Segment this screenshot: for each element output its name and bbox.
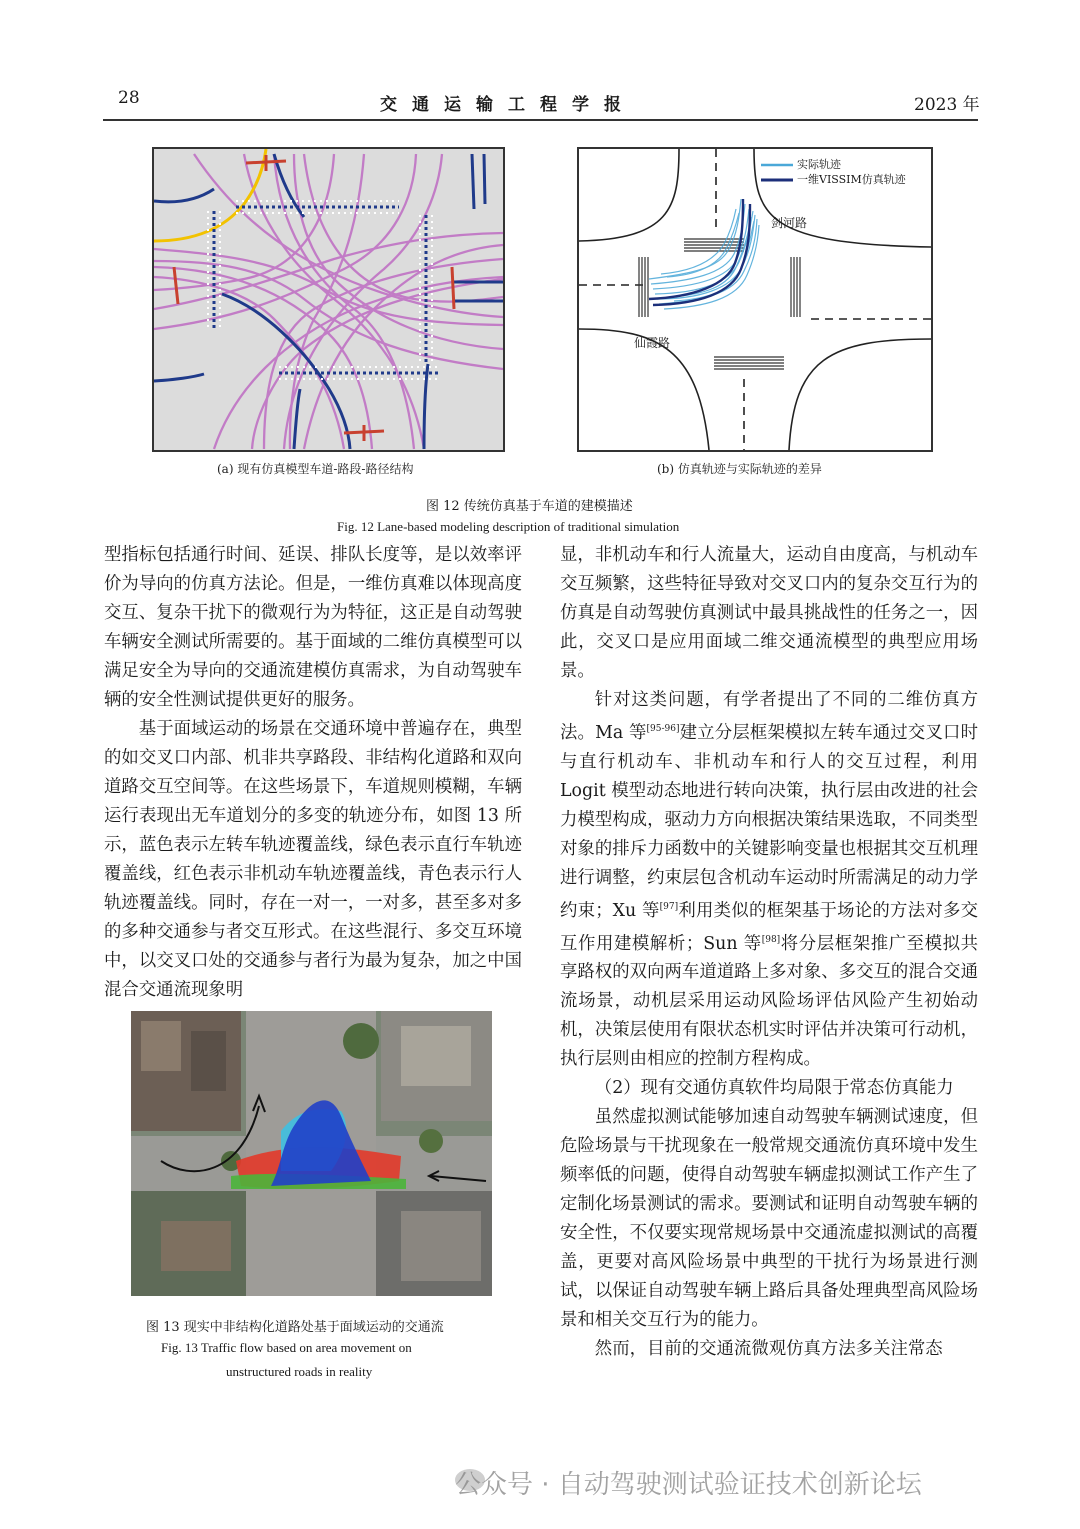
citation-97: [97]	[659, 901, 679, 912]
journal-title: 交通运输工程学报	[380, 95, 636, 115]
road-label-xianxia: 仙霞路	[634, 336, 671, 350]
left-column-text	[104, 541, 522, 1005]
left-paragraph-1: 型指标包括通行时间、延误、排队长度等，是以效率评价为导向的仿真方法论。但是，一维仿真难以体现高度交互、复杂干扰下的微观行为为特征，这正是自动驾驶车辆安全测试所需要的。基于面域的二维仿真模型可以满足安全为导向的交通流建模仿真需求，为自动驾驶车辆的安全性测试提供更好的服务。	[104, 545, 522, 710]
left-paragraph-2: 基于面域运动的场景在交通环境中普遍存在，典型的如交叉口内部、机非共享路段、非结构化道路和双向道路交互空间等。在这些场景下，车道规则模糊，车辆运行表现出无车道划分的多变的轨迹分布，如图 13 所示，蓝色表示左转车轨迹覆盖线，绿色表示直行车轨迹覆盖线，红色表示非机动车轨迹覆盖线，青色表示行人轨迹覆盖线。同时，存在一对一，一对多，甚至多对多的多种交通参与者交互形式。在这些混行、多交互环境中，以交叉口处的交通参与者行为最为复杂，加之中国混合交通流现象明	[104, 719, 522, 1000]
right-paragraph-2	[560, 686, 978, 1074]
right-column-text	[560, 541, 978, 1364]
legend-vissim-label: 一维VISSIM仿真轨迹	[797, 173, 906, 186]
page-number: 28	[118, 88, 140, 108]
citation-98: [98]	[761, 934, 781, 945]
figure12b-caption: (b) 仿真轨迹与实际轨迹的差异	[657, 462, 822, 476]
figure12-caption-cn: 图 12 传统仿真基于车道的建模描述	[426, 499, 633, 514]
watermark-text: 公众号 · 自动驾驶测试验证技术创新论坛	[455, 1470, 922, 1500]
section-heading: （2）现有交通仿真软件均局限于常态仿真能力	[594, 1078, 954, 1099]
journal-year: 2023 年	[914, 95, 980, 115]
citation-95-96: [95-96]	[646, 724, 680, 734]
figure12a-caption: (a) 现有仿真模型车道-路段-路径结构	[217, 462, 414, 476]
figure13-caption-en-line1: Fig. 13 Traffic flow based on area movement on	[161, 1340, 412, 1355]
right-paragraph-2a: 针对这类问题，有学者提出了不同的二维仿真方法。Ma 等	[560, 690, 978, 743]
lane-network-diagram	[154, 149, 503, 450]
figure12a-lane-network	[152, 147, 505, 452]
figure12b-trajectory-comparison	[577, 147, 933, 452]
header-rule	[103, 119, 978, 121]
right-paragraph-3: 虽然虚拟测试能够加速自动驾驶车辆测试速度，但危险场景与干扰现象在一般常规交通流仿真环境中发生频率低的问题，使得自动驾驶车辆虚拟测试工作产生了定制化场景测试的需求。要测试和证明自动驾驶车辆的安全性，不仅要实现常规场景中交通流虚拟测试的高覆盖，更要对高风险场景中典型的干扰行为场景进行测试，以保证自动驾驶车辆上路后具备处理典型高风险场景和相关交互行为的能力。	[560, 1107, 978, 1331]
right-paragraph-1: 显，非机动车和行人流量大，运动自由度高，与机动车交互频繁，这些特征导致对交叉口内的复杂交互行为的仿真是自动驾驶仿真测试中最具挑战性的任务之一，因此，交叉口是应用面域二维交通流模型的典型应用场景。	[560, 545, 978, 681]
aerial-intersection-image	[131, 1011, 492, 1296]
figure12-caption-en: Fig. 12 Lane-based modeling description of traditional simulation	[337, 519, 680, 534]
figure13-aerial-photo	[131, 1011, 492, 1296]
right-paragraph-2c: 利用类似的框架基于场论的方法对多交互作用建模解析；Sun 等	[560, 900, 978, 954]
right-paragraph-4: 然而，目前的交通流微观仿真方法多关注常态	[594, 1339, 943, 1360]
road-label-jianhe: 剑河路	[771, 216, 808, 230]
right-paragraph-2b: 建立分层框架模拟左转车通过交叉口时与直行机动车、非机动车和行人的交互过程，利用 Logit 模型动态地进行转向决策，执行层由改进的社会力模型构成，驱动力方向根据决策结果选取，不同类型对象的排斥力函数中的关键影响变量也根据其交互机理进行调整，约束层包含机动车运动时所需满足的动力学约束；Xu 等	[560, 722, 978, 921]
figure13-caption-cn: 图 13 现实中非结构化道路处基于面域运动的交通流	[146, 1320, 444, 1335]
figure13-caption-en-line2: unstructured roads in reality	[226, 1364, 373, 1379]
legend-actual-label: 实际轨迹	[797, 158, 841, 171]
right-paragraph-2d: 将分层框架推广至模拟共享路权的双向两车道道路上多对象、多交互的混合交通流场景，动机层采用运动风险场评估风险产生初始动机，决策层使用有限状态机实时评估并决策可行动机，执行层则由相应的控制方程构成。	[560, 933, 978, 1070]
trajectory-diagram	[579, 149, 931, 450]
